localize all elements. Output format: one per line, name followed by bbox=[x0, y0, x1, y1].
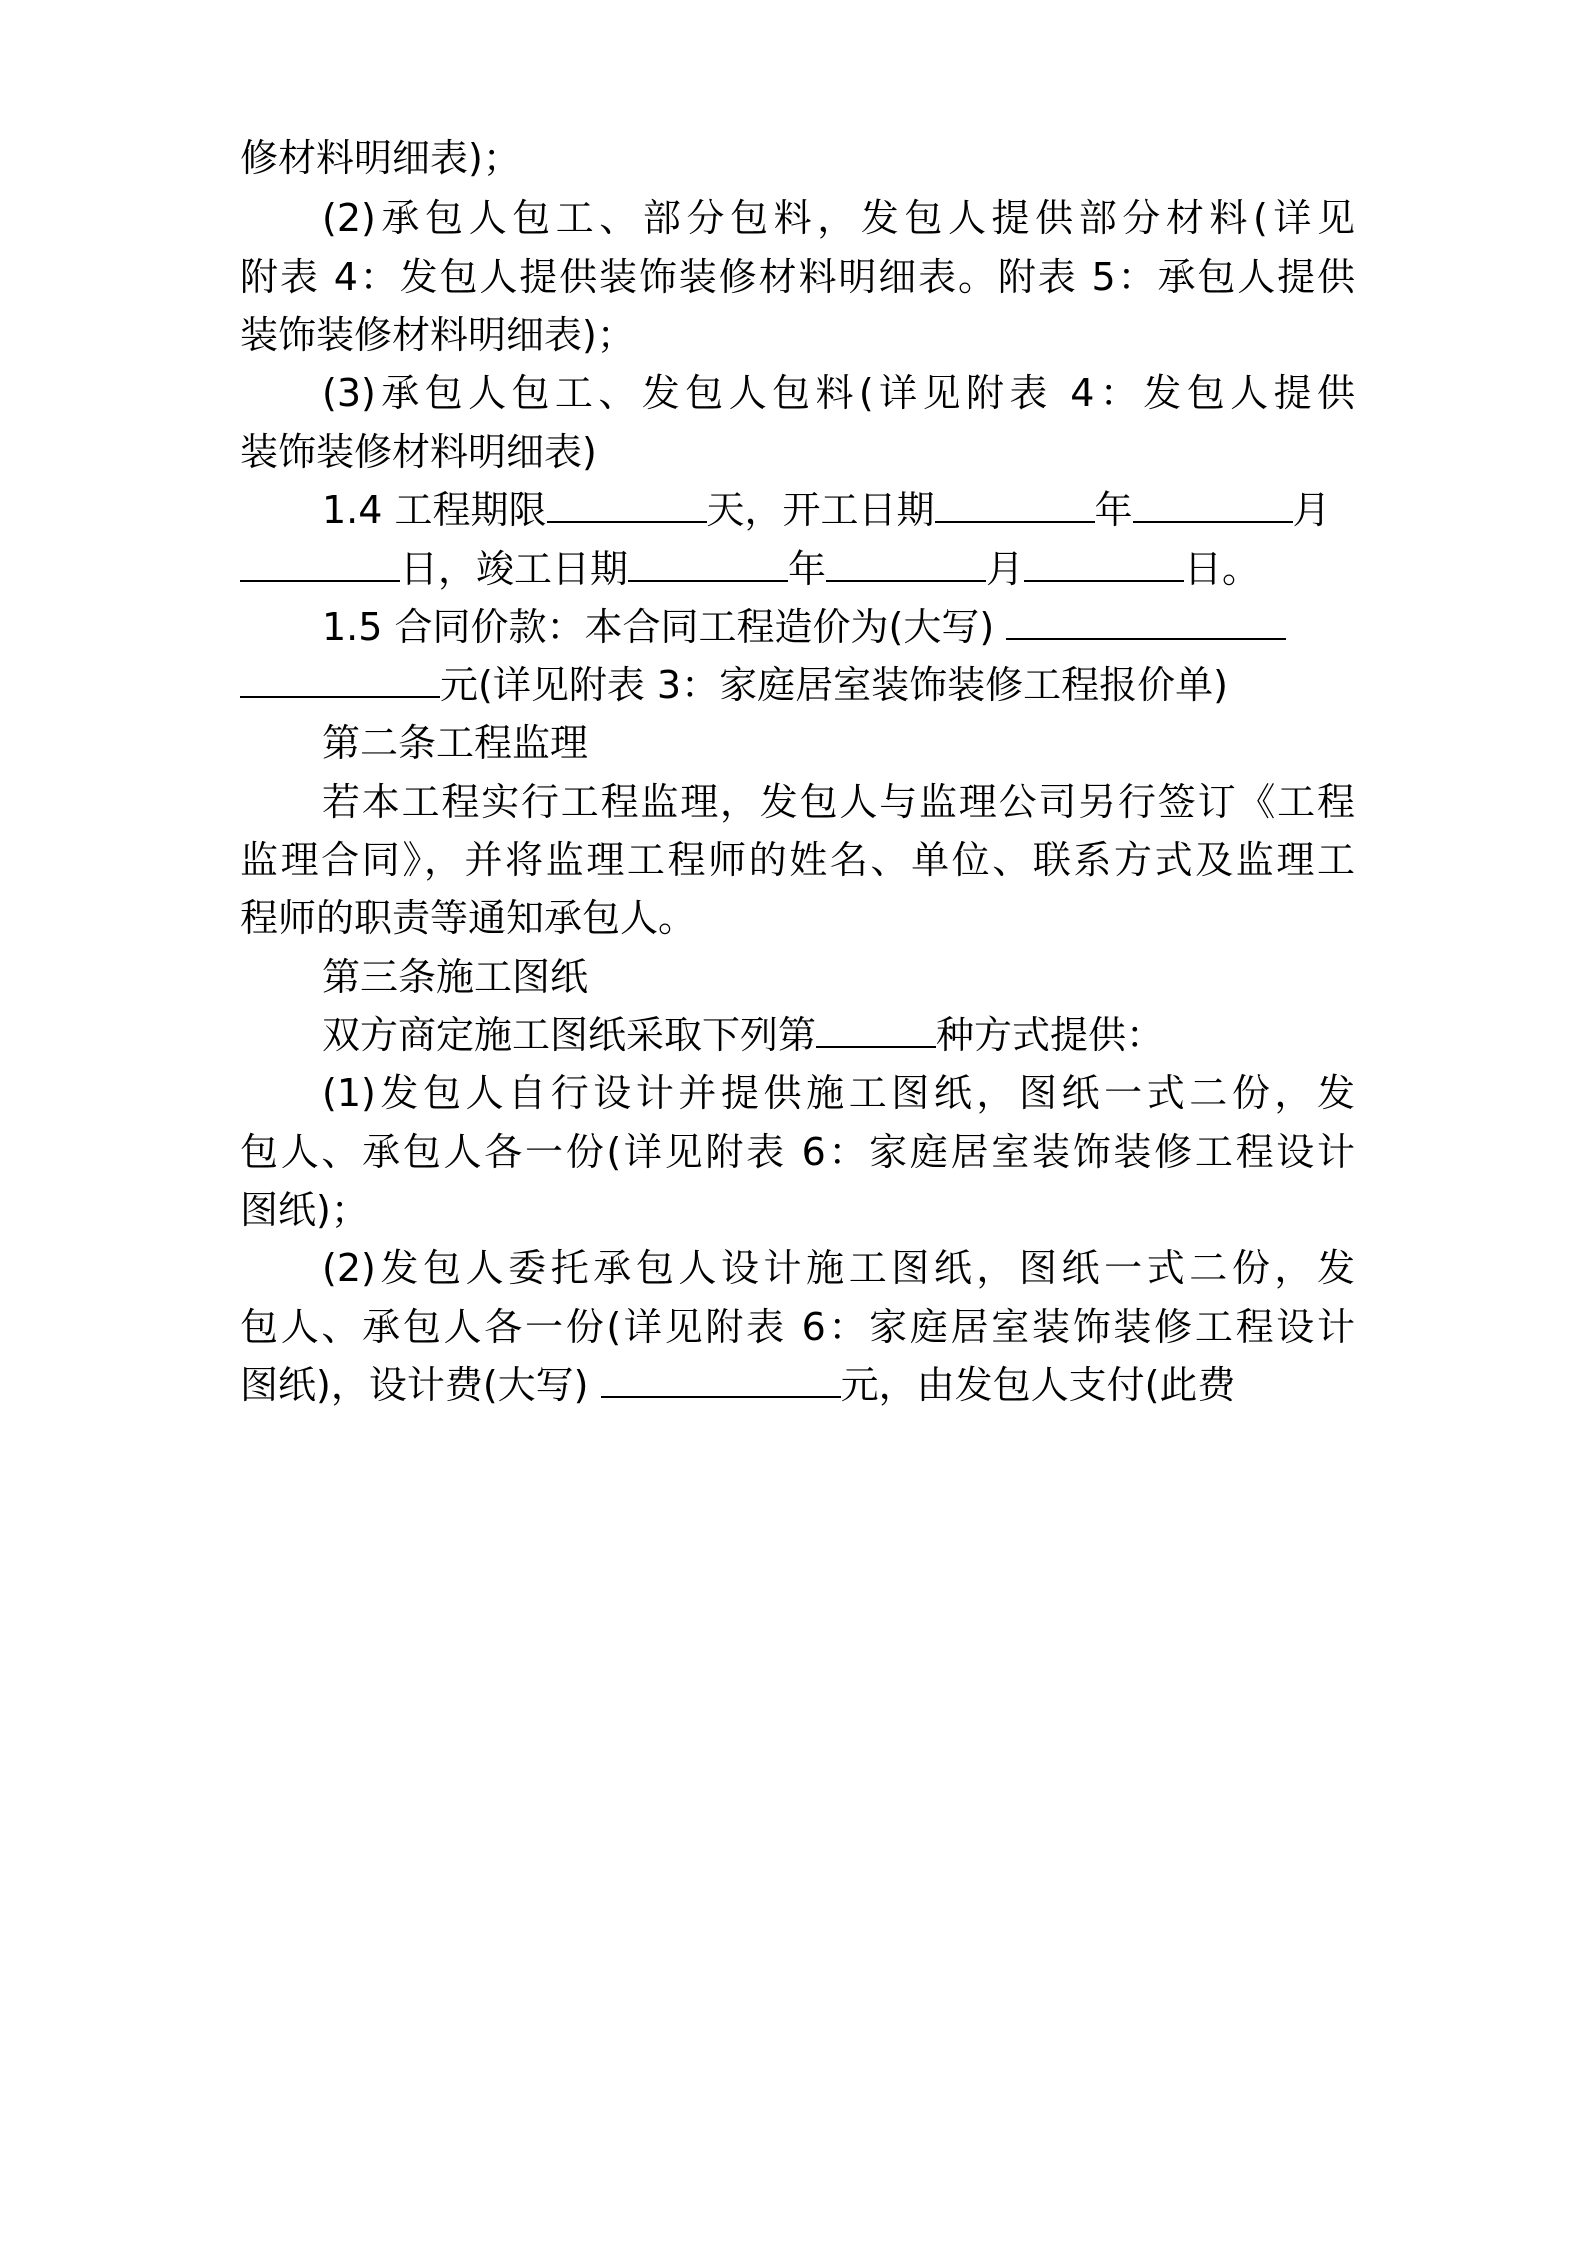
paragraph-line: 图纸)； bbox=[240, 1188, 369, 1232]
price-amount-blank[interactable] bbox=[1006, 604, 1286, 640]
section-heading-drawings: 第三条施工图纸 bbox=[322, 955, 589, 999]
paragraph-line: (2)发包人委托承包人设计施工图纸，图纸一式二份，发 bbox=[322, 1246, 1355, 1290]
paragraph-line: 修材料明细表)； bbox=[240, 136, 521, 180]
duration-days-blank[interactable] bbox=[547, 487, 707, 523]
paragraph-line: 程师的职责等通知承包人。 bbox=[240, 896, 697, 940]
drawings-method-line bbox=[322, 1010, 1164, 1060]
completion-date-label: 日，竣工日期 bbox=[400, 547, 629, 591]
design-fee-line bbox=[240, 1360, 1235, 1410]
drawings-method-suffix: 种方式提供： bbox=[936, 1013, 1165, 1057]
design-fee-suffix: 元，由发包人支付(此费 bbox=[840, 1363, 1236, 1407]
end-month-blank[interactable] bbox=[826, 546, 986, 582]
year-label: 年 bbox=[1094, 488, 1133, 532]
paragraph-line: 装饰装修材料明细表)； bbox=[240, 313, 635, 357]
month-label: 月 bbox=[986, 547, 1025, 591]
paragraph-line: (2)承包人包工、部分包料，发包人提供部分材料(详见 bbox=[322, 196, 1355, 240]
paragraph-line: 装饰装修材料明细表) bbox=[240, 430, 597, 474]
start-date-label: 天，开工日期 bbox=[706, 488, 935, 532]
design-fee-label: 图纸)，设计费(大写) bbox=[240, 1363, 589, 1407]
start-day-blank[interactable] bbox=[240, 546, 400, 582]
paragraph-line: (3)承包人包工、发包人包料(详见附表 4：发包人提供 bbox=[322, 371, 1355, 415]
section-heading-supervision: 第二条工程监理 bbox=[322, 721, 589, 765]
end-year-blank[interactable] bbox=[628, 546, 788, 582]
paragraph-line: 若本工程实行工程监理，发包人与监理公司另行签订《工程 bbox=[322, 780, 1355, 824]
paragraph-line: 附表 4：发包人提供装饰装修材料明细表。附表 5：承包人提供 bbox=[240, 255, 1355, 299]
day-label: 日。 bbox=[1184, 547, 1261, 591]
paragraph-line: (1)发包人自行设计并提供施工图纸，图纸一式二份，发 bbox=[322, 1071, 1355, 1115]
start-month-blank[interactable] bbox=[1133, 487, 1293, 523]
price-line-cont bbox=[240, 660, 1228, 710]
design-fee-blank[interactable] bbox=[601, 1362, 841, 1398]
paragraph-line: 包人、承包人各一份(详见附表 6：家庭居室装饰装修工程设计 bbox=[240, 1130, 1355, 1174]
year-label: 年 bbox=[788, 547, 827, 591]
start-year-blank[interactable] bbox=[935, 487, 1095, 523]
price-label: 1.5 合同价款：本合同工程造价为(大写) bbox=[322, 605, 995, 649]
price-line bbox=[322, 602, 1286, 652]
price-unit-label: 元(详见附表 3：家庭居室装饰装修工程报价单) bbox=[440, 663, 1228, 707]
duration-label: 1.4 工程期限 bbox=[322, 488, 547, 532]
completion-line bbox=[240, 544, 1260, 594]
paragraph-line: 包人、承包人各一份(详见附表 6：家庭居室装饰装修工程设计 bbox=[240, 1305, 1355, 1349]
drawings-method-label: 双方商定施工图纸采取下列第 bbox=[322, 1013, 817, 1057]
end-day-blank[interactable] bbox=[1024, 546, 1184, 582]
duration-line bbox=[322, 485, 1331, 535]
month-label: 月 bbox=[1292, 488, 1331, 532]
paragraph-line: 监理合同》，并将监理工程师的姓名、单位、联系方式及监理工 bbox=[240, 838, 1355, 882]
drawings-method-blank[interactable] bbox=[816, 1012, 936, 1048]
price-amount-blank-cont[interactable] bbox=[240, 662, 440, 698]
